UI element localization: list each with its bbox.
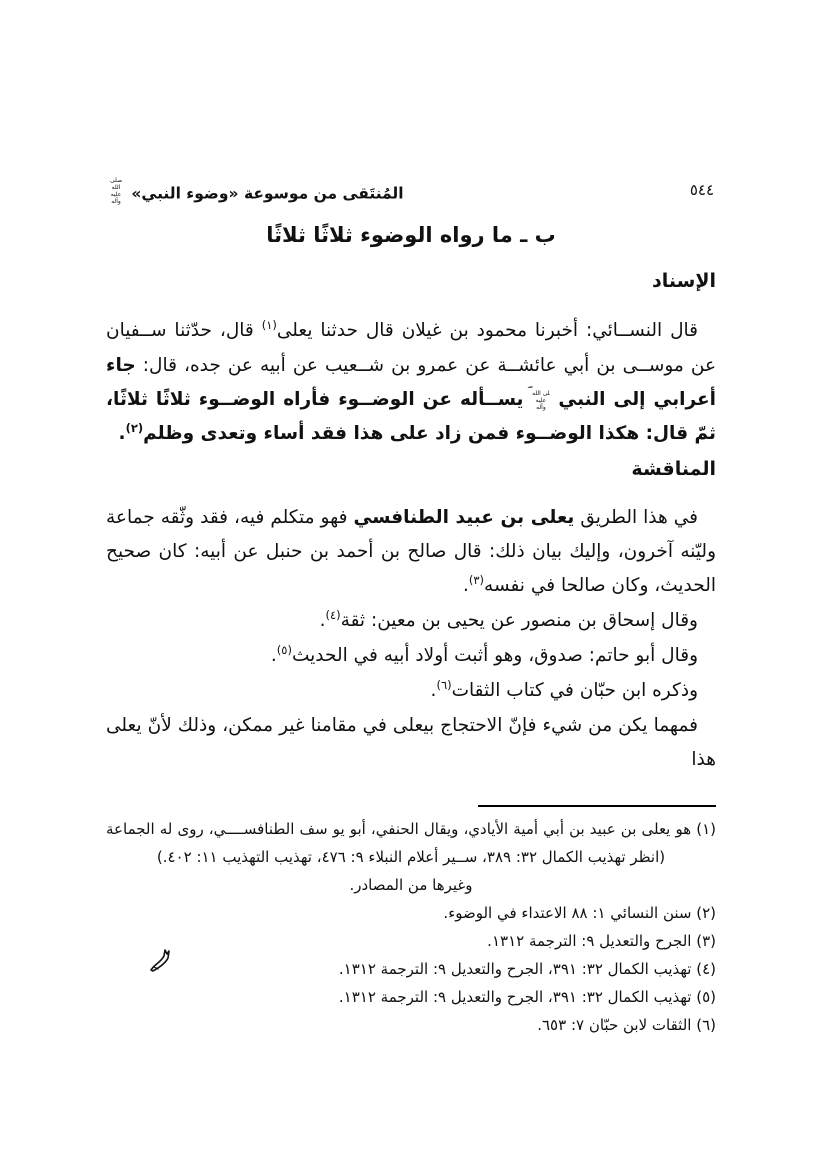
- narrator-name: يعلى بن عبيد الطنافسي: [353, 507, 575, 529]
- salawat-icon: صلى الله عليه وآله: [527, 382, 550, 411]
- discussion-paragraph-5: [106, 709, 716, 777]
- footnote-ref-6: (٦): [436, 678, 452, 693]
- isnad-text: قال النســائي: أخبرنا محمود بن غيلان قال حدثنا يعلى: [276, 319, 698, 341]
- footnote-ref-3: (٣): [468, 573, 485, 588]
- running-header: [106, 178, 716, 206]
- footnote-ref-4: (٤): [325, 608, 341, 623]
- footnote-ref-5: (٥): [276, 643, 292, 658]
- footnote-ref-1: (١): [261, 317, 277, 332]
- discussion-paragraph-4: [106, 674, 716, 709]
- footnote-1-line-3: وغيرها من المصادر.: [349, 876, 473, 895]
- footnote-5: (٥) تهذيب الكمال ٣٢: ٣٩١، الجرح والتعديل ٩: الترجمة ١٣١٢.: [338, 988, 716, 1007]
- discussion-paragraph-2: [106, 604, 716, 639]
- section-title-discussion: المناقشة: [631, 457, 716, 480]
- discussion-text: فمهما يكن من شيء فإنّ الاحتجاج بيعلى في مقامنا غير ممكن، وذلك لأنّ يعلى هذا: [106, 715, 716, 771]
- sentence-end: .: [118, 422, 126, 444]
- discussion-text: وقال إسحاق بن منصور عن يحيى بن معين: ثقة: [340, 610, 698, 632]
- discussion-paragraph-3: [106, 639, 716, 674]
- sentence-end: .: [270, 645, 277, 667]
- book-title-text: المُنتَقى من موسوعة «وضوء النبي»: [131, 184, 404, 203]
- discussion-paragraph-1: [106, 501, 716, 604]
- discussion-text: في هذا الطريق: [574, 507, 699, 529]
- chapter-heading: ب ـ ما رواه الوضوء ثلاثًا ثلاثًا: [266, 222, 556, 247]
- section-title-isnad: الإسناد: [652, 269, 716, 292]
- footnote-4: (٤) تهذيب الكمال ٣٢: ٣٩١، الجرح والتعديل ٩: الترجمة ١٣١٢.: [338, 960, 716, 979]
- footnote-1-line-1: (١) هو يعلى بن عبيد بن أبي أمية الأيادي، ويقال الحنفي، أبو يو سف الطنافســــي، روى له الجماعة: [106, 820, 716, 839]
- sentence-end: .: [430, 680, 437, 702]
- catchword-icon: [148, 946, 174, 976]
- discussion-section: [106, 501, 716, 777]
- salawat-icon: صلى الله عليه وآله: [109, 177, 123, 205]
- sentence-end: .: [462, 575, 469, 597]
- page-number: ٥٤٤: [689, 181, 714, 199]
- footnote-6: (٦) الثقات لابن حبّان ٧: ٦٥٣.: [537, 1016, 716, 1035]
- discussion-text: وقال أبو حاتم: صدوق، وهو أثبت أولاد أبيه في الحديث: [291, 645, 698, 667]
- isnad-section: [106, 314, 716, 452]
- hadith-text: جاء أعرابي إلى النبي: [106, 354, 716, 410]
- footnote-1-line-2: (انظر تهذيب الكمال ٣٢: ٣٨٩، ســير أعلام النبلاء ٩: ٤٧٦، تهذيب التهذيب ١١: ٤٠٢.): [156, 848, 666, 867]
- hadith-text: يســأله عن الوضــوء فأراه الوضــوء ثلاثًا ثلاثًا، ثمّ قال: هكذا الوضــوء فمن زاد على هذا فقد أساء وتعدى وظلم: [106, 388, 716, 444]
- footnote-ref-2: (٢): [125, 420, 144, 435]
- discussion-text: فهو متكلم فيه، فقد وثّقه جماعة وليّنه آخرون، وإليك بيان ذلك: قال صالح بن أحمد بن حنبل عن أبيه: كان صحيح الحديث، وكان صالحا في نفسه: [106, 507, 716, 597]
- book-title: [106, 178, 404, 206]
- sentence-end: .: [319, 610, 326, 632]
- isnad-paragraph: [106, 314, 716, 452]
- isnad-text: قال، حدّثنا ســفيان عن موســى بن أبي عائشــة عن عمرو بن شــعيب عن أبيه عن جده، قال:: [106, 319, 716, 376]
- discussion-text: وذكره ابن حبّان في كتاب الثقات: [451, 680, 698, 702]
- footnote-3: (٣) الجرح والتعديل ٩: الترجمة ١٣١٢.: [487, 932, 716, 951]
- footnotes: [106, 815, 716, 1039]
- footnote-separator: [478, 805, 716, 807]
- footnote-2: (٢) سنن النسائي ١: ٨٨ الاعتداء في الوضوء.: [443, 904, 716, 923]
